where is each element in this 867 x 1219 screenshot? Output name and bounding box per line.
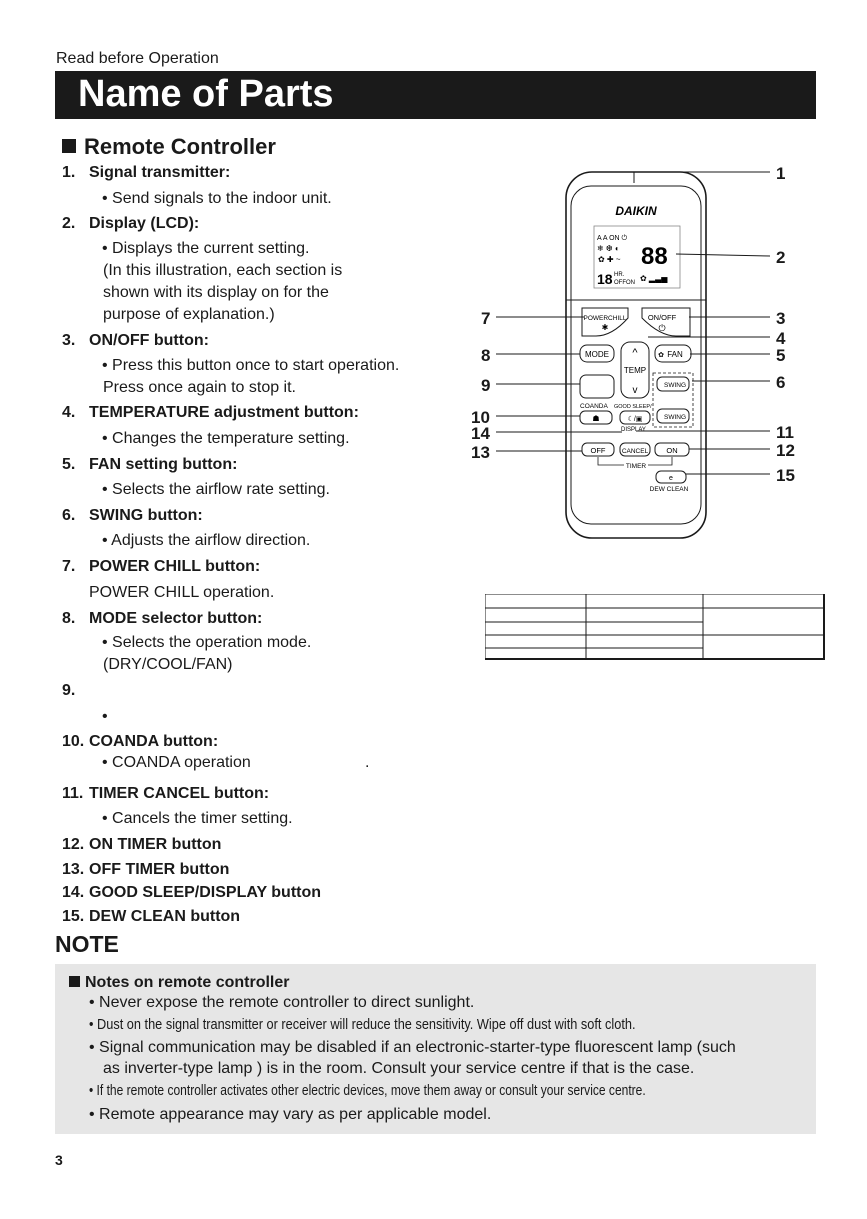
title-bar: [55, 71, 816, 119]
callout-number: 1: [776, 164, 786, 183]
callout-number: 2: [776, 248, 786, 267]
part-desc: .: [365, 754, 370, 771]
part-number: 8.: [62, 610, 76, 627]
part-desc: • Send signals to the indoor unit.: [102, 190, 332, 207]
section-title: [62, 134, 276, 160]
note-item: • Never expose the remote controller to direct sunlight.: [89, 994, 475, 1011]
part-name: Signal transmitter:: [89, 164, 231, 181]
lcd-icons-row3: ✿ ✚ ~: [598, 255, 621, 264]
brand-logo: DAIKIN: [615, 204, 657, 218]
fan-icon: ✿: [658, 352, 664, 359]
unlabeled-button-9: [580, 375, 614, 398]
callout-number: 10: [471, 408, 490, 427]
part-number: 9.: [62, 682, 76, 699]
mode-label: MODE: [585, 350, 609, 359]
note-item: as inverter-type lamp ) is in the room. Consult your service centre if that is the case.: [103, 1060, 695, 1077]
off-timer-label: OFF: [590, 446, 606, 455]
remote-controller-illustration: [460, 155, 800, 545]
part-number: 4.: [62, 404, 76, 421]
part-name: OFF TIMER button: [89, 861, 230, 878]
square-bullet-icon: [69, 976, 80, 987]
part-number: 13.: [62, 861, 85, 878]
callout-number: 5: [776, 346, 786, 365]
empty-table: [485, 594, 825, 660]
section-title-text: Remote Controller: [84, 134, 276, 159]
lcd-timer-digits: 18: [597, 271, 613, 287]
coanda-caption: COANDA: [580, 403, 608, 410]
part-name: DEW CLEAN button: [89, 908, 241, 925]
part-number: 5.: [62, 456, 76, 473]
part-desc: Press once again to stop it.: [103, 379, 296, 396]
lcd-fan-icons: ✿ ▂▃▅: [640, 274, 668, 283]
part-desc: (DRY/COOL/FAN): [103, 656, 233, 673]
note-box-title-text: Notes on remote controller: [85, 974, 290, 991]
part-number: 15.: [62, 908, 85, 925]
part-desc: • Cancels the timer setting.: [102, 810, 293, 827]
part-number: 11.: [62, 785, 84, 802]
callout-number: 9: [481, 376, 491, 395]
good-sleep-caption: GOOD SLEEP/: [614, 404, 652, 410]
part-number: 6.: [62, 507, 76, 524]
callout-number: 13: [471, 443, 490, 462]
part-desc: • Changes the temperature setting.: [102, 430, 350, 447]
part-name: POWER CHILL button:: [89, 558, 261, 575]
part-number: 3.: [62, 332, 76, 349]
callout-number: 15: [776, 466, 795, 485]
powerchill-icon: ✱: [601, 323, 609, 332]
part-number: 2.: [62, 215, 76, 232]
lcd-icons-row2: ❄ ❆ ◐: [597, 244, 620, 253]
lcd-icons-row1: A A ON ⏻: [597, 235, 628, 242]
good-sleep-icon: ☾/▣: [627, 416, 643, 423]
note-item: • If the remote controller activates other electric devices, move them away or consult your service centre.: [89, 1083, 646, 1099]
header-kicker: Read before Operation: [56, 50, 219, 67]
onoff-label: ON/OFF: [647, 313, 677, 322]
callout-number: 14: [471, 424, 490, 443]
part-name: Display (LCD):: [89, 215, 200, 232]
part-name: ON/OFF button:: [89, 332, 209, 349]
part-name: TIMER CANCEL button:: [89, 785, 270, 802]
note-heading: NOTE: [55, 931, 119, 957]
note-box-title: [69, 974, 289, 992]
part-name: TEMPERATURE adjustment button:: [89, 404, 359, 421]
part-desc: • COANDA operation: [102, 754, 251, 771]
part-name: GOOD SLEEP/DISPLAY button: [89, 884, 322, 901]
part-desc: • Selects the airflow rate setting.: [102, 481, 330, 498]
callout-number: 12: [776, 441, 795, 460]
part-name: FAN setting button:: [89, 456, 238, 473]
note-item: • Dust on the signal transmitter or receiver will reduce the sensitivity. Wipe off dust with soft cloth.: [89, 1017, 636, 1033]
part-name: ON TIMER button: [89, 836, 222, 853]
fan-label: FAN: [667, 350, 683, 359]
part-number: 7.: [62, 558, 76, 575]
page-number: 3: [55, 1152, 63, 1168]
swing-vertical-label: SWING: [663, 414, 687, 421]
part-desc: purpose of explanation.): [103, 306, 275, 323]
timer-cancel-label: CANCEL: [621, 448, 649, 455]
square-bullet-icon: [62, 139, 76, 153]
part-desc: • Selects the operation mode.: [102, 634, 312, 651]
coanda-icon: ☗: [592, 414, 600, 423]
part-desc: • Displays the current setting.: [102, 240, 310, 257]
callout-number: 4: [776, 329, 786, 348]
lcd-hr-label: HR.: [614, 272, 625, 278]
note-item: • Signal communication may be disabled if an electronic-starter-type fluorescent lamp (such: [89, 1039, 736, 1056]
part-number: 12.: [62, 836, 85, 853]
lcd-offon-label: OFFON: [614, 280, 635, 286]
part-name: SWING button:: [89, 507, 203, 524]
part-desc: shown with its display on for the: [103, 284, 329, 301]
on-timer-label: ON: [666, 446, 678, 455]
part-number: 10.: [62, 733, 85, 750]
part-number: 1.: [62, 164, 76, 181]
callout-number: 11: [776, 423, 794, 442]
temp-down-icon: v: [632, 385, 638, 396]
part-desc: (In this illustration, each section is: [103, 262, 343, 279]
part-number: 14.: [62, 884, 85, 901]
display-caption: DISPLAY: [621, 427, 646, 433]
power-icon: ⏻: [658, 323, 666, 333]
swing-label: SWING: [663, 382, 687, 389]
callout-number: 7: [481, 309, 491, 328]
callout-number: 6: [776, 373, 786, 392]
part-desc: •: [102, 708, 108, 725]
powerchill-label: POWERCHILL: [583, 315, 627, 322]
part-name: MODE selector button:: [89, 610, 263, 627]
callout-number: 8: [481, 346, 491, 365]
page-title: Name of Parts: [78, 73, 334, 115]
note-item: • Remote appearance may vary as per applicable model.: [89, 1106, 492, 1123]
timer-caption: TIMER: [625, 463, 647, 470]
callout-number: 3: [776, 309, 786, 328]
part-desc: POWER CHILL operation.: [89, 584, 275, 601]
dew-clean-icon: e: [669, 475, 673, 482]
dew-clean-caption: DEW CLEAN: [649, 486, 689, 493]
temp-label: TEMP: [623, 366, 647, 375]
lcd-temperature-digits: 88: [641, 243, 668, 270]
part-name: COANDA button:: [89, 733, 219, 750]
part-desc: • Adjusts the airflow direction.: [102, 532, 311, 549]
temp-up-icon: ^: [632, 347, 638, 359]
part-desc: • Press this button once to start operation.: [102, 357, 400, 374]
note-box: [55, 964, 816, 1134]
